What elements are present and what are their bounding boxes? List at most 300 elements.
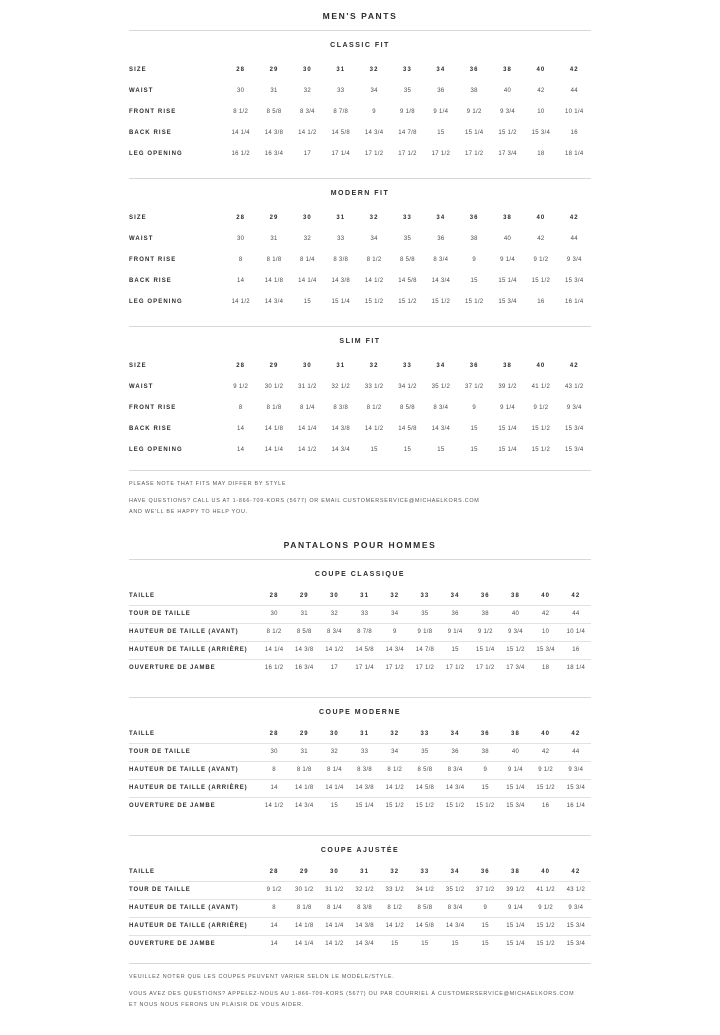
notes-french [129,963,591,1022]
table-cell: 8 3/8 [333,404,349,411]
table-body [129,864,591,953]
table-cell: 17 1/4 [355,665,374,672]
row-label: TOUR DE TAILLE [129,743,259,761]
table-cell: 34 [436,362,446,369]
table-cell: 28 [259,588,289,606]
table-cell: 36 [469,362,479,369]
table-cell: 8 1/4 [299,404,315,411]
table-cell: 15 1/2 [398,298,417,305]
table-cell: 8 3/4 [440,899,470,917]
table-cell: 42 [569,214,579,221]
table-cell: 14 1/2 [231,298,250,305]
table-cell: 17 [330,665,339,672]
size-table-slim-fit [129,355,591,460]
table-cell: 9 1/2 [233,383,249,390]
table-cell: 14 1/2 [380,779,410,797]
table-cell: 32 [380,726,410,744]
table-cell: 42 [569,66,579,73]
table-cell: 15 [403,446,412,453]
table-cell: 34 1/2 [398,383,417,390]
table-cell: 14 3/4 [440,779,470,797]
table-cell: 38 [470,87,478,94]
table-cell: 10 [537,108,545,115]
table-cell: 18 [537,150,545,157]
table-cell: 43 1/2 [561,881,591,899]
size-table-coupe-ajustee [129,864,591,953]
table-cell: 14 5/8 [398,425,417,432]
french-sections [0,559,720,1022]
table-cell: 8 5/8 [400,256,415,263]
table-cell: 14 [237,425,245,432]
table-cell: 41 1/2 [531,383,551,390]
table-row [129,917,591,935]
table-cell: 14 3/8 [264,129,284,136]
table-cell: 31 [270,235,278,242]
table-cell: 9 3/4 [566,404,582,411]
table-cell: 15 3/4 [565,277,584,284]
table-cell: 17 1/2 [445,665,465,672]
table-cell: 9 3/4 [561,899,591,917]
table-cell: 30 [237,87,245,94]
table-cell: 8 1/4 [299,256,315,263]
table-cell: 8 1/2 [259,623,289,641]
table-cell: 15 [470,277,478,284]
table-cell: 9 1/4 [433,108,449,115]
table-cell: 29 [269,214,279,221]
table-cell: 34 1/2 [410,881,440,899]
table-cell: 9 3/4 [561,761,591,779]
table-cell: 36 [469,66,479,73]
table-cell: 31 [350,864,380,882]
table-cell: 30 [319,588,349,606]
page-title-french: PANTALONS POUR HOMMES [283,539,437,550]
table-cell: 14 5/8 [331,129,350,136]
table-cell: 9 [470,761,500,779]
table-cell: 40 [536,214,546,221]
row-label: LEG OPENING [129,298,183,305]
table-cell: 16 1/4 [566,803,586,810]
size-table-classic-fit [129,59,591,164]
row-label: OUVERTURE DE JAMBE [129,803,216,810]
table-cell: 10 1/4 [565,108,584,115]
table-cell: 17 1/2 [464,150,484,157]
table-row [129,376,591,397]
table-cell: 15 3/4 [531,129,551,136]
fit-block-modern-fit [129,178,591,312]
table-cell: 15 1/2 [415,803,435,810]
table-cell: 18 1/4 [565,150,584,157]
table-cell: 15 1/2 [464,298,484,305]
table-cell: 35 1/2 [431,383,451,390]
table-cell: 14 1/4 [259,641,289,659]
spacer [129,677,591,697]
table-cell: 33 [410,864,440,882]
table-cell: 14 1/4 [319,917,349,935]
table-cell: 17 3/4 [498,150,517,157]
table-row [129,779,591,797]
table-cell: 17 3/4 [506,665,525,672]
table-cell: 15 3/4 [506,803,525,810]
table-cell: 18 [541,665,550,672]
size-table-coupe-classique [129,588,591,677]
table-cell: 35 1/2 [440,881,470,899]
table-cell: 9 1/4 [500,761,530,779]
table-cell: 15 1/4 [500,917,530,935]
table-cell: 15 1/2 [385,803,405,810]
row-label: TAILLE [129,864,259,882]
table-cell: 38 [470,235,478,242]
table-cell: 8 1/4 [319,899,349,917]
table-cell: 41 1/2 [531,881,561,899]
table-cell: 32 1/2 [350,881,380,899]
table-cell: 14 7/8 [398,129,417,136]
row-label: HAUTEUR DE TAILLE (AVANT) [129,899,259,917]
table-cell: 8 1/2 [380,761,410,779]
table-cell: 40 [500,605,530,623]
row-label: LEG OPENING [129,446,183,453]
row-label: TAILLE [129,588,259,606]
row-label: WAIST [129,235,154,242]
table-row [129,249,591,270]
table-cell: 32 1/2 [331,383,350,390]
table-cell: 8 [259,899,289,917]
table-cell: 31 [336,362,346,369]
table-cell: 8 5/8 [410,899,440,917]
table-cell: 8 5/8 [266,108,282,115]
table-cell: 31 [289,743,319,761]
table-cell: 14 3/4 [380,641,410,659]
table-cell: 32 [303,235,312,242]
table-cell: 38 [503,66,512,73]
fit-title: COUPE MODERNE [318,708,402,716]
table-body [129,355,591,460]
table-cell: 37 1/2 [470,881,500,899]
table-cell: 14 [259,917,289,935]
table-cell: 14 3/4 [295,803,314,810]
table-cell: 42 [531,743,561,761]
table-cell: 8 [238,404,243,411]
table-cell: 17 [303,150,312,157]
table-body [129,59,591,164]
table-cell: 32 [380,864,410,882]
table-cell: 40 [531,588,561,606]
table-cell: 14 5/8 [350,641,380,659]
row-label: SIZE [129,362,147,369]
table-cell: 38 [500,588,530,606]
table-cell: 14 3/4 [440,917,470,935]
row-label: HAUTEUR DE TAILLE (ARRIÈRE) [129,917,259,935]
table-cell: 29 [289,726,319,744]
table-cell: 14 1/4 [319,779,349,797]
row-label: FRONT RISE [129,404,177,411]
table-cell: 9 [372,108,376,115]
table-cell: 17 1/2 [415,665,435,672]
table-cell: 15 1/2 [500,641,530,659]
table-cell: 14 3/4 [355,941,374,948]
table-row [129,439,591,460]
row-label: HAUTEUR DE TAILLE (AVANT) [129,761,259,779]
table-cell: 15 1/2 [531,425,551,432]
table-row [129,935,591,953]
table-cell: 14 3/4 [431,425,451,432]
table-cell: 8 [238,256,243,263]
table-cell: 8 3/8 [333,256,349,263]
spacer [129,312,591,326]
table-cell: 15 1/4 [498,446,517,453]
table-cell: 34 [436,66,446,73]
table-cell: 15 1/2 [445,803,465,810]
table-cell: 15 1/4 [470,641,500,659]
table-cell: 15 1/2 [531,917,561,935]
table-cell: 44 [561,605,591,623]
table-cell: 9 1/4 [500,256,515,263]
fit-block-slim-fit [129,326,591,460]
table-cell: 29 [289,588,319,606]
table-cell: 15 [470,917,500,935]
table-cell: 36 [437,87,445,94]
table-cell: 16 3/4 [295,665,314,672]
table-row [129,588,591,606]
table-row [129,659,591,677]
row-label: HAUTEUR DE TAILLE (ARRIÈRE) [129,641,259,659]
table-cell: 17 1/2 [398,150,417,157]
row-label: FRONT RISE [129,108,177,115]
table-cell: 14 1/2 [364,425,384,432]
table-cell: 40 [500,743,530,761]
table-cell: 15 [370,446,378,453]
table-cell: 15 [421,941,429,948]
table-cell: 8 1/2 [366,256,382,263]
table-cell: 15 1/4 [506,941,525,948]
table-cell: 9 3/4 [566,256,582,263]
table-cell: 31 [336,214,346,221]
table-cell: 30 [302,66,312,73]
table-row [129,101,591,122]
table-cell: 32 [319,605,349,623]
table-cell: 31 [289,605,319,623]
table-cell: 8 3/4 [433,256,449,263]
table-cell: 15 3/4 [561,917,591,935]
table-cell: 16 [537,298,545,305]
table-cell: 8 1/8 [266,256,282,263]
table-row [129,605,591,623]
table-cell: 32 [319,743,349,761]
fit-block-coupe-moderne [129,697,591,815]
table-cell: 30 [259,605,289,623]
table-cell: 31 [350,726,380,744]
table-cell: 14 1/2 [264,803,284,810]
table-cell: 8 3/4 [299,108,315,115]
table-cell: 38 [503,362,512,369]
table-cell: 14 1/4 [231,129,250,136]
table-cell: 30 [259,743,289,761]
row-label: TOUR DE TAILLE [129,605,259,623]
table-cell: 15 3/4 [565,446,584,453]
table-cell: 9 [472,256,477,263]
row-label: OUVERTURE DE JAMBE [129,665,216,672]
table-cell: 14 [259,779,289,797]
table-cell: 14 3/8 [289,641,319,659]
table-cell: 29 [269,362,279,369]
table-cell: 15 1/2 [531,779,561,797]
table-cell: 15 3/4 [561,779,591,797]
table-row [129,418,591,439]
table-cell: 15 1/4 [498,425,517,432]
table-cell: 14 3/8 [350,779,380,797]
table-cell: 28 [236,66,246,73]
table-cell: 14 1/2 [364,277,384,284]
fit-title: COUPE CLASSIQUE [314,570,406,578]
table-cell: 9 1/2 [466,108,482,115]
table-cell: 28 [236,214,246,221]
table-cell: 14 3/4 [431,277,451,284]
table-cell: 36 [469,214,479,221]
row-label: WAIST [129,383,154,390]
table-cell: 8 1/2 [380,899,410,917]
table-cell: 14 5/8 [398,277,417,284]
table-cell: 35 [403,87,412,94]
table-row [129,881,591,899]
table-cell: 14 1/8 [264,277,284,284]
fit-title: MODERN FIT [330,190,390,197]
row-label: WAIST [129,87,154,94]
table-row [129,143,591,164]
table-cell: 16 [561,641,591,659]
table-cell: 10 1/4 [561,623,591,641]
table-cell: 31 [350,588,380,606]
table-body [129,207,591,312]
table-cell: 14 7/8 [410,641,440,659]
row-label: HAUTEUR DE TAILLE (AVANT) [129,623,259,641]
table-cell: 42 [537,235,545,242]
table-cell: 8 3/8 [350,761,380,779]
table-cell: 15 3/4 [566,941,586,948]
table-cell: 31 [270,87,278,94]
table-row [129,228,591,249]
table-cell: 16 [541,803,550,810]
row-label: LEG OPENING [129,150,183,157]
table-cell: 33 [403,214,412,221]
table-cell: 32 [380,588,410,606]
table-cell: 9 [380,623,410,641]
table-row [129,864,591,882]
table-cell: 44 [561,743,591,761]
table-cell: 38 [500,864,530,882]
row-label: BACK RISE [129,277,172,284]
table-cell: 15 1/2 [531,446,551,453]
table-cell: 8 [259,761,289,779]
table-cell: 14 5/8 [410,779,440,797]
table-cell: 9 1/2 [531,899,561,917]
note-contact-line2-fr: ET NOUS NOUS FERONS UN PLAISIR DE VOUS AIDER. [129,1001,305,1008]
table-cell: 15 [470,446,478,453]
table-cell: 15 [330,803,339,810]
table-cell: 34 [380,743,410,761]
row-label: BACK RISE [129,129,172,136]
table-cell: 29 [289,864,319,882]
spacer [129,164,591,178]
row-label: TAILLE [129,726,259,744]
table-cell: 15 1/4 [355,803,374,810]
table-cell: 8 1/4 [319,761,349,779]
table-cell: 15 [437,129,445,136]
table-cell: 8 5/8 [289,623,319,641]
row-label: SIZE [129,214,147,221]
table-cell: 38 [500,726,530,744]
table-cell: 18 1/4 [566,665,586,672]
table-cell: 14 1/2 [319,641,349,659]
table-row [129,270,591,291]
table-cell: 15 [470,425,478,432]
table-cell: 42 [537,87,545,94]
table-cell: 15 3/4 [498,298,517,305]
table-cell: 15 1/2 [476,803,495,810]
note-fit-disclaimer-fr: VEUILLEZ NOTER QUE LES COUPES PEUVENT VARIER SELON LE MODÈLE/STYLE. [129,973,395,980]
table-cell: 36 [437,235,445,242]
table-cell: 36 [440,605,470,623]
table-row [129,291,591,312]
table-cell: 33 [410,726,440,744]
table-cell: 14 1/2 [380,917,410,935]
table-cell: 43 1/2 [565,383,584,390]
table-cell: 15 1/2 [536,941,555,948]
table-cell: 40 [536,362,546,369]
row-label: BACK RISE [129,425,172,432]
table-cell: 15 3/4 [531,641,561,659]
table-row [129,623,591,641]
table-cell: 35 [410,605,440,623]
table-cell: 30 1/2 [289,881,319,899]
table-cell: 15 1/4 [464,129,484,136]
table-cell: 14 [237,446,245,453]
table-cell: 14 1/4 [298,425,317,432]
size-table-coupe-moderne [129,726,591,815]
fit-block-classic-fit [129,30,591,164]
table-cell: 16 1/4 [565,298,584,305]
table-cell: 8 7/8 [333,108,349,115]
table-cell: 17 1/2 [385,665,405,672]
size-table-modern-fit [129,207,591,312]
table-cell: 33 [403,362,412,369]
table-cell: 17 1/2 [364,150,384,157]
fit-title: CLASSIC FIT [330,42,390,49]
table-row [129,899,591,917]
table-cell: 8 1/8 [289,899,319,917]
table-cell: 15 1/2 [498,129,517,136]
table-row [129,80,591,101]
table-cell: 42 [561,864,591,882]
notes-english [129,470,591,529]
table-cell: 30 [302,362,312,369]
row-label: TOUR DE TAILLE [129,881,259,899]
table-cell: 28 [236,362,246,369]
table-cell: 14 5/8 [410,917,440,935]
table-cell: 14 3/4 [364,129,384,136]
table-cell: 42 [531,605,561,623]
table-row [129,797,591,815]
table-cell: 8 3/4 [433,404,449,411]
table-cell: 34 [440,726,470,744]
table-cell: 30 1/2 [264,383,284,390]
table-cell: 39 1/2 [498,383,517,390]
table-cell: 8 3/8 [350,899,380,917]
table-cell: 8 5/8 [400,404,415,411]
table-cell: 40 [503,235,512,242]
table-body [129,588,591,677]
table-cell: 14 3/8 [331,425,350,432]
table-cell: 33 1/2 [364,383,384,390]
table-cell: 35 [410,743,440,761]
